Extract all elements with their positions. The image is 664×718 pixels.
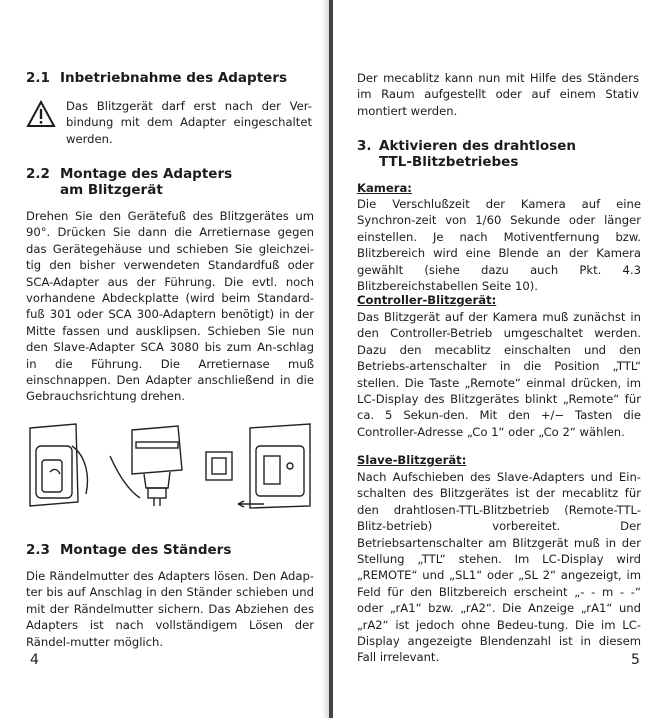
section-number: 2.1 [26, 70, 50, 86]
page-number: 4 [30, 652, 39, 668]
intro-text: Der mecablitz kann nun mit Hilfe des Ständers im Raum aufgestellt oder auf einem Stativ montiert werden. [357, 71, 639, 118]
page-number: 5 [631, 652, 640, 668]
section-title: Inbetriebnahme des Adapters [60, 70, 288, 86]
section-number: 2.2 [26, 166, 50, 182]
section-2-1-heading [26, 70, 316, 86]
controller-body: Das Blitzgerät auf der Kamera muß zunächst in den Controller-Betrieb umgeschaltet werden. Dazu den mecablitz einschalten und den Betriebs-artenschalter in die Position „TTL“ stellen. Die Taste „Remote“ einmal drücken, im LC-Display des Blitzgerätes blinkt „Remote“ für ca. 5 Sekun-den. Mit den +/− Tasten die Controller-Adresse „Co 1“ oder „Co 2“ wählen. [357, 310, 641, 439]
section-title-cont: TTL-Blitzbetriebes [379, 154, 519, 170]
section-title: Aktivieren des drahtlosen [379, 138, 576, 154]
warning-triangle-icon [26, 100, 56, 128]
section-number: 3. [357, 138, 372, 154]
left-page [0, 0, 330, 718]
section-2-3-heading [26, 542, 316, 558]
warning-text: Das Blitzgerät darf erst nach der Ver-bindung mit dem Adapter eingeschaltet werden. [66, 99, 312, 146]
slave-heading: Slave-Blitzgerät: [357, 453, 467, 467]
section-title: Montage des Adapters [60, 166, 233, 182]
section-title-cont: am Blitzgerät [60, 182, 163, 198]
adapter-mounting-illustration [28, 416, 314, 520]
section-2-2-heading [26, 166, 316, 198]
slave-body: Nach Aufschieben des Slave-Adapters und Ein-schalten des Blitzgerätes ist der mecablitz für den drahtlosen-TTL-Blitzbetrieb (Remote-TTL-Blitz-betrieb) vorbereitet. Der Betriebsartenschalter am Blitzgerät muß in der Stellung „TTL“ stehen. Im LC-Display wird „REMOTE“ und „SL1“ oder „SL 2“ angezeigt, im Feld für den Blitzbereich erscheint „- - m - -“ oder „rA1“ bzw. „rA2“. Die Anzeige „rA1“ und „rA2“ ist jedoch ohne Bedeu-tung. Die im LC-Display angezeigte Blendenzahl ist in diesem Fall irrelevant. [357, 470, 641, 665]
section-title: Montage des Ständers [60, 542, 232, 558]
right-page [333, 0, 664, 718]
kamera-body: Die Verschlußzeit der Kamera auf eine Synchron-zeit von 1/60 Sekunde oder länger einstellen. Je nach Motiventfernung bzw. Blitzbereich wird eine Blende an der Kamera gewählt (siehe dazu auch Pkt. 4.3 Blitzbereichstabellen Seite 10). [357, 197, 641, 294]
controller-heading: Controller-Blitzgerät: [357, 293, 497, 307]
gutter-shadow [322, 0, 329, 718]
section-number: 2.3 [26, 542, 50, 558]
section-2-2-body: Drehen Sie den Gerätefuß des Blitzgerätes um 90°. Drücken Sie dann die Arretiernase gegen das Gerätegehäuse und schieben Sie gleichzei-tig den bisher verwendeten Standardfuß oder SCA-Adapter aus der Führung. Die evtl. noch vorhandene Abdeckplatte (wird beim Standard-fuß 301 oder SCA 300-Adaptern benötigt) in der Mitte fassen und ausklipsen. Schieben Sie nun den Slave-Adapter SCA 3080 bis zum An-schlag in die Führung. Die Arretiernase muß einschnappen. Den Adapter anschließend in die Gebrauchsrichtung drehen. [26, 209, 314, 404]
kamera-heading: Kamera: [357, 181, 412, 195]
section-2-3-body: Die Rändelmutter des Adapters lösen. Den Adap-ter bis auf Anschlag in den Ständer schieben und mit der Rändelmutter sichern. Das Abziehen des Adapters ist nach vollständigem Lösen der Rändel-mutter möglich. [26, 569, 314, 649]
section-3-heading [357, 138, 647, 170]
